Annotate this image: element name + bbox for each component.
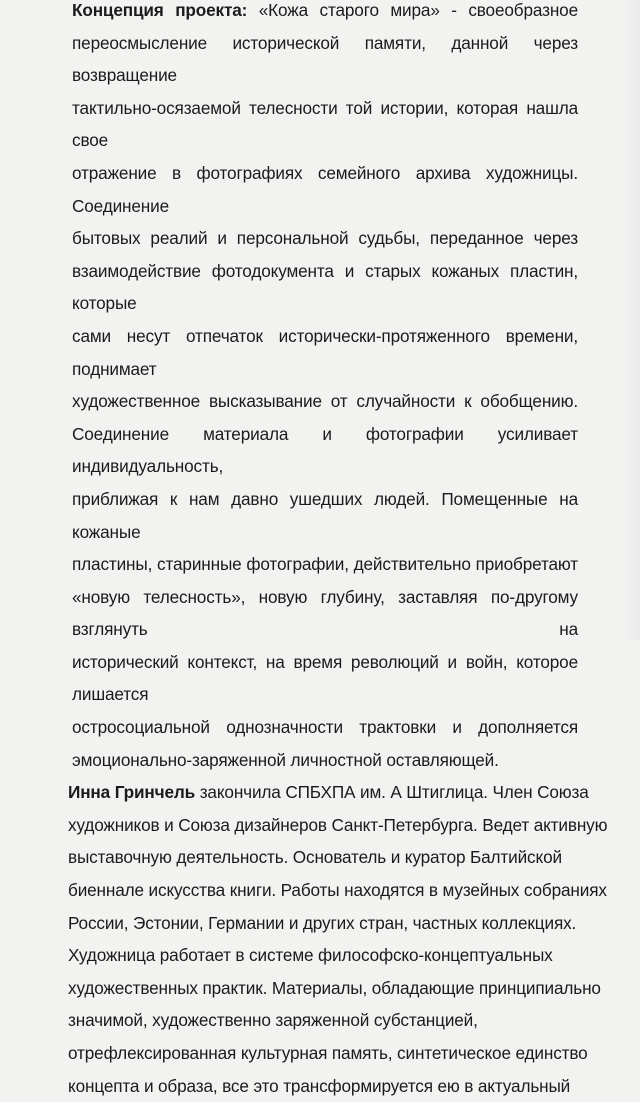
text-line: пластины, старинные фотографии, действительно приобретают [72,554,578,575]
text-line: Соединение материала и фотографии усиливает индивидуальность, [72,423,578,477]
text-line: биеннале искусства книги. Работы находятся в музейных собраниях [68,880,607,901]
concept-paragraph [72,0,578,776]
text-line: сами несут отпечаток исторически-протяженного времени, поднимает [72,325,578,379]
text-line: Инна Гринчель закончила СПБХПА им. А Штиглица. Член Союза [68,782,589,803]
text-line: России, Эстонии, Германии и других стран, частных коллекциях. [68,912,577,933]
text-line: исторический контекст, на время революций и войн, которое лишается [72,651,578,705]
text-line: отражение в фотографиях семейного архива художницы. Соединение [72,162,578,216]
text-line: тактильно-осязаемой телесности той истории, которая нашла свое [72,97,578,151]
text-line: концепта и образа, все это трансформируется ею в актуальный [68,1075,571,1096]
text-line: художественных практик. Материалы, обладающие принципиально [68,977,601,998]
text-line: переосмысление исторической памяти, данной через возвращение [72,32,578,86]
text-line: взаимодействие фотодокумента и старых кожаных пластин, которые [72,260,578,314]
text-line: приближая к нам давно ушедших людей. Помещенные на кожаные [72,488,578,542]
text-line: «новую телесность», новую глубину, заставляя по-другому взглянуть на [72,586,578,640]
text-line: остросоциальной однозначности трактовки и дополняется [72,717,578,738]
text-line: выставочную деятельность. Основатель и куратор Балтийской [68,847,562,868]
text-line: Художница работает в системе философско-концептуальных [68,945,553,966]
text-line: Концепция проекта: «Кожа старого мира» - своеобразное [72,0,578,20]
bio-paragraph [68,776,608,1102]
artist-name: Инна Гринчель [68,782,196,803]
text-line: художников и Союза дизайнеров Санкт-Петербурга. Ведет активную [68,814,608,835]
text-line: эмоционально-заряженной личностной оставляющей. [72,749,499,770]
text-line: художественное высказывание от случайности к обобщению. [72,391,578,412]
text-line: бытовых реалий и персональной судьбы, переданное через [72,228,578,249]
text-line: значимой, художественно заряженной субстанцией, [68,1010,478,1031]
text-line: отрефлексированная культурная память, синтетическое единство [68,1043,588,1063]
concept-heading: Концепция проекта: [72,0,248,20]
